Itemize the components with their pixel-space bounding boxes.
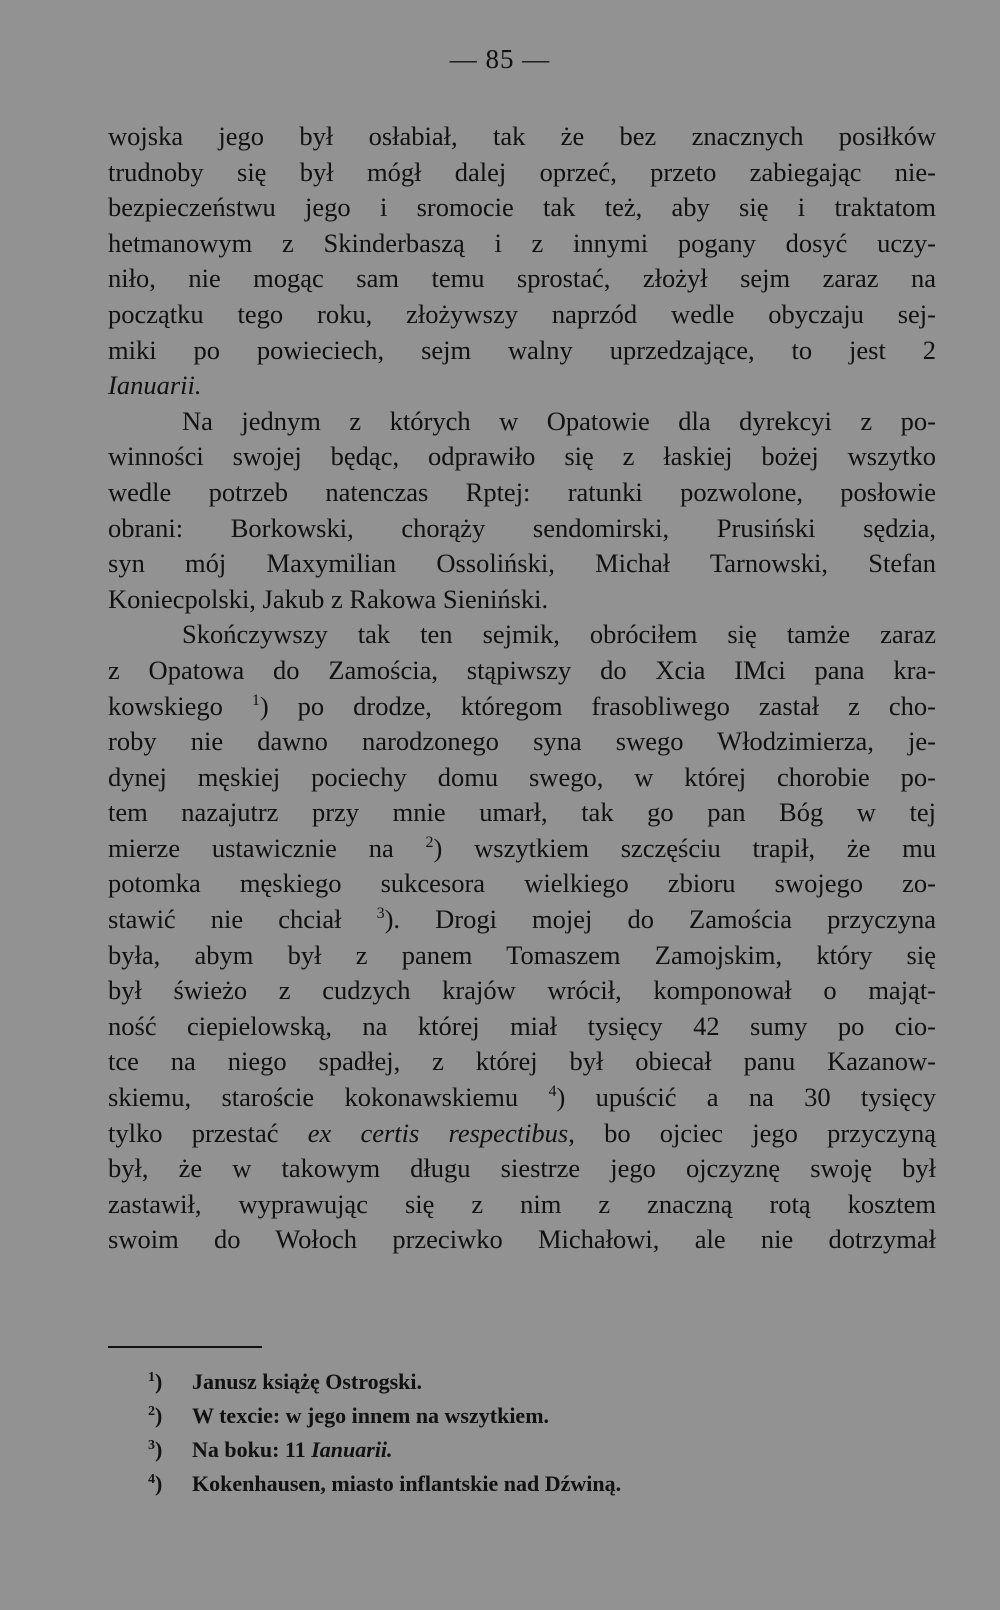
footnote-mark: $^3$) [148,1437,163,1462]
text-line: był świeżo z cudzych krajów wrócił, komponował o mająt- [108,975,936,1006]
line-segment: ). Drogi mojej do Zamościa przyczyna [384,904,936,935]
footnote [148,1467,908,1501]
footnote-text: Kokenhausen, miasto inflantskie nad Dźwiną. [192,1471,622,1496]
footnote-text: Janusz książę Ostrogski. [192,1369,423,1394]
text-line: potomka męskiego sukcesora wielkiego zbioru swojego zo- [108,868,936,899]
line-segment: ) wszytkiem szczęściu trapił, że mu [433,832,937,863]
line-segment: tylko przestać [108,1117,308,1148]
footnote-ref: 3 [376,905,385,923]
text-line: winności swojej będąc, odprawiło się z łaskiej bożej wszytko [108,441,936,472]
text-line: obrani: Borkowski, chorąży sendomirski, Prusiński sędzia, [108,512,936,543]
line-segment: mierze ustawicznie na [108,832,426,863]
italic-phrase: ex certis respectibus [307,1117,569,1148]
footnote-text: Na boku: 11 [192,1437,312,1462]
text-line: tem nazajutrz przy mnie umarł, tak go pan Bóg w tej [108,797,936,828]
footnote-mark: $^1$) [148,1369,163,1394]
text-line: Koniecpolski, Jakub z Rakowa Sieniński. [108,583,549,614]
main-text [108,119,936,1258]
text-line: trudnoby się był mógł dalej oprzeć, przeto zabiegając nie- [108,156,936,187]
text-line: niło, nie mogąc sam temu sprostać, złożył sejm zaraz na [108,263,936,294]
text-line: swoim do Wołoch przeciwko Michałowi, ale nie dotrzymał [108,1224,936,1255]
footnote-ref: 4 [548,1083,557,1101]
footnote-text: W texcie: w jego innem na wszytkiem. [192,1403,550,1428]
footnote-ref: 1 [251,691,260,709]
text-line: z Opatowa do Zamościa, stąpiwszy do Xcia IMci pana kra- [108,654,936,685]
text-line: ność ciepielowską, na której miał tysięcy 42 sumy po cio- [108,1010,936,1041]
text-line: początku tego roku, złożywszy naprzód wedle obyczaju sej- [108,298,936,329]
text-line-with-italic-phrase [108,1116,936,1152]
footnote-italic: Ianuarii. [311,1437,393,1462]
line-segment: skiemu, staroście kokonawskiemu [108,1082,549,1113]
text-line: roby nie dawno narodzonego syna swego Włodzimierza, je- [108,726,936,757]
text-line: hetmanowym z Skinderbaszą i z innymi pogany dosyć uczy- [108,227,936,258]
footnote [148,1365,908,1399]
line-segment: ) upuścić a na 30 tysięcy [556,1082,936,1113]
text-line: tce na niego spadłej, z której był obiecał panu Kazanow- [108,1046,936,1077]
text-line: wojska jego był osłabiał, tak że bez znacznych posiłków [108,121,936,151]
line-segment: ) po drodze, któregom frasobliwego zastał z cho- [259,690,937,721]
text-line-with-footnote-ref [108,902,936,938]
text-line: była, abym był z panem Tomaszem Zamojskim, który się [108,939,936,970]
text-line: syn mój Maxymilian Ossoliński, Michał Tarnowski, Stefan [108,548,936,579]
line-segment: kowskiego [108,690,252,721]
text-line: był, że w takowym długu siestrze jego ojczyznę swoję był [108,1153,936,1184]
footnote-ref: 2 [425,833,434,851]
text-line: dynej męskiej pociechy domu swego, w której chorobie po- [108,761,936,792]
line-segment: , bo ojciec jego przyczyną [568,1117,936,1148]
text-line: zastawił, wyprawując się z nim z znaczną rotą kosztem [108,1188,936,1219]
text-line: Ianuarii. [108,370,202,401]
text-line-with-footnote-ref [108,689,936,725]
paragraph-start-line: Skończywszy tak ten sejmik, obróciłem się tamże zaraz [182,619,936,650]
page-number: — 85 — [449,44,551,74]
footnote [148,1399,908,1433]
text-line: wedle potrzeb natenczas Rptej: ratunki pozwolone, posłowie [108,476,936,507]
text-line: bezpieczeństwu jego i sromocie tak też, aby się i traktatom [108,192,936,223]
footnote [148,1433,908,1467]
text-line-with-footnote-ref [108,1080,936,1116]
footnote-mark: $^2$) [148,1403,163,1428]
footnote-separator [108,1346,262,1348]
text-line-with-footnote-ref [108,831,936,867]
footnotes [148,1365,908,1501]
line-segment: stawić nie chciał [108,904,377,935]
paragraph-start-line: Na jednym z których w Opatowie dla dyrekcyi z po- [182,405,936,436]
footnote-mark: $^4$) [148,1471,163,1496]
text-line: miki po powieciech, sejm walny uprzedzające, to jest 2 [108,334,936,365]
